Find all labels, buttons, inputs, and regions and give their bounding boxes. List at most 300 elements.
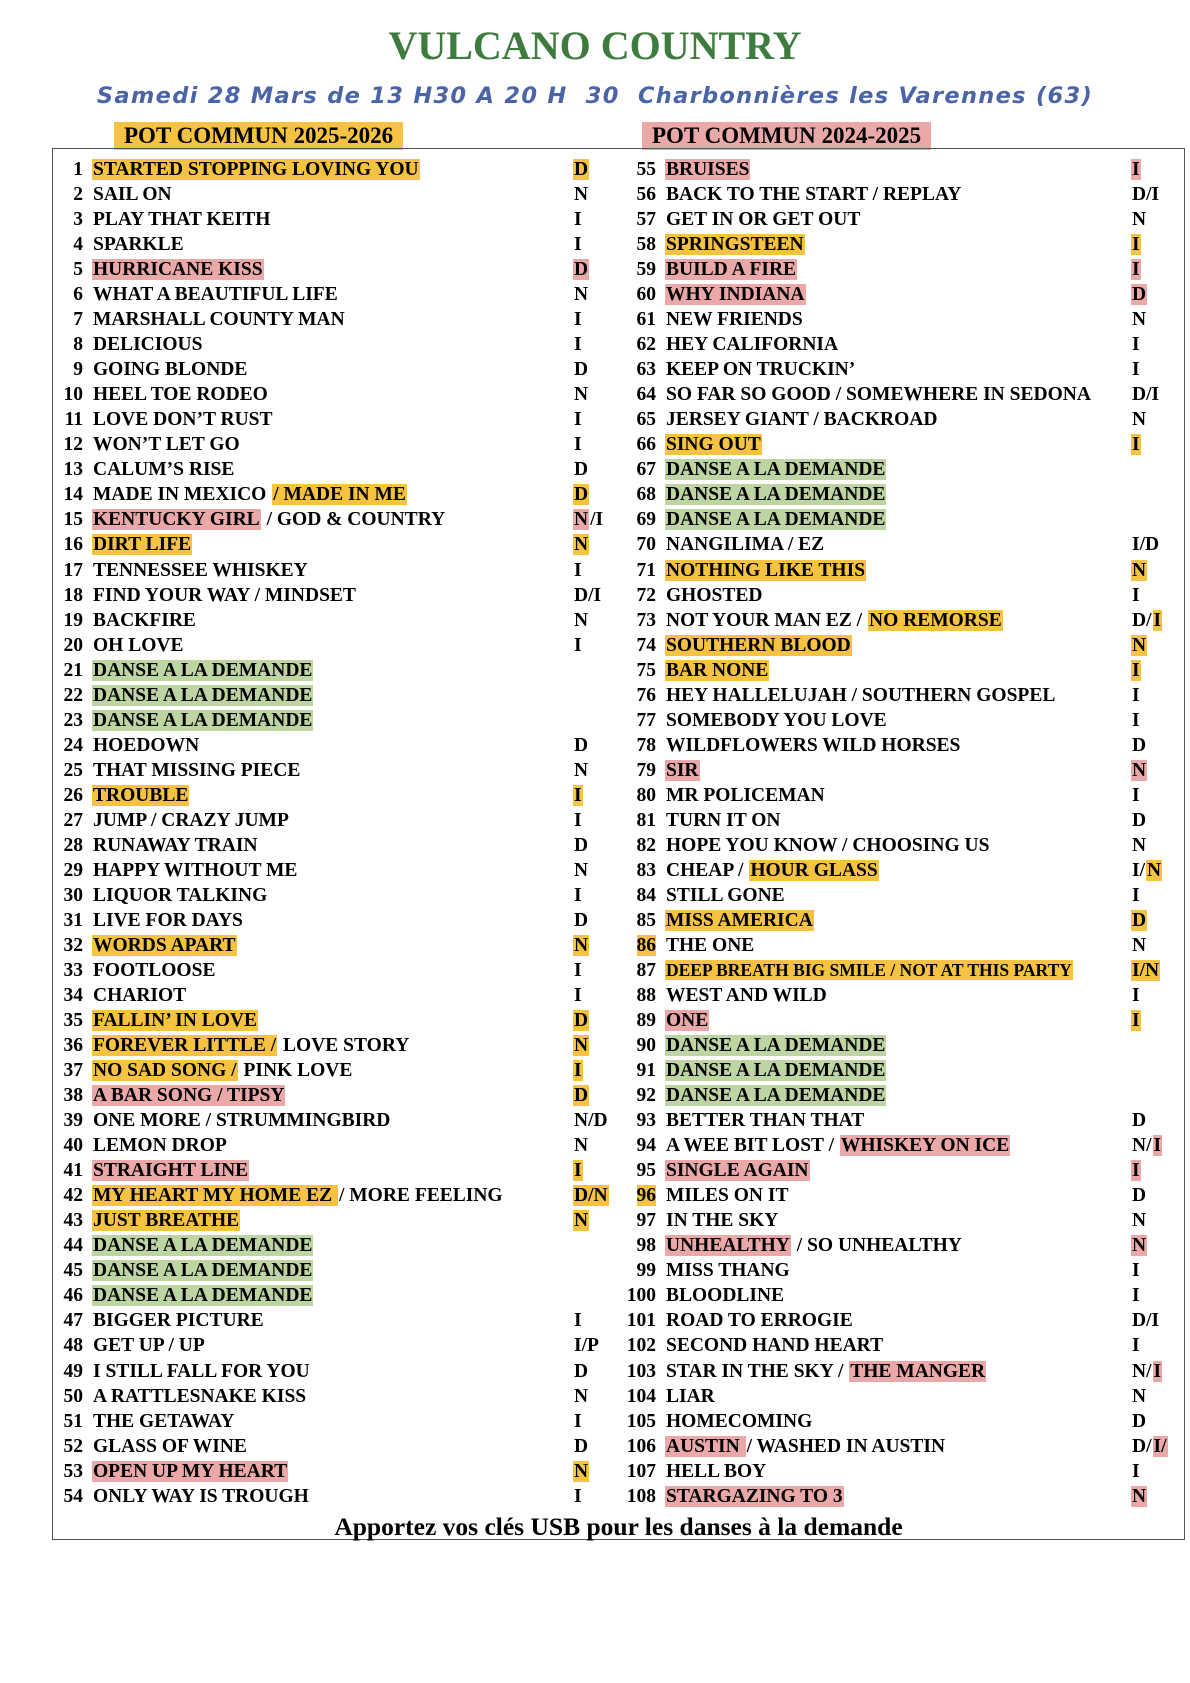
dance-number bbox=[613, 608, 656, 633]
dance-row bbox=[613, 1484, 1184, 1509]
dance-number bbox=[53, 733, 83, 758]
dance-number-text: 22 bbox=[63, 684, 83, 706]
dance-level-code bbox=[1131, 182, 1160, 207]
dance-number-text: 45 bbox=[63, 1260, 83, 1282]
code-segment: I bbox=[1132, 709, 1140, 731]
code-segment: D bbox=[1132, 1410, 1147, 1432]
title-segment: STRAIGHT LINE bbox=[93, 1160, 249, 1182]
code-segment: D bbox=[574, 1360, 589, 1382]
dance-row bbox=[53, 232, 613, 257]
code-segment: I/P bbox=[574, 1335, 599, 1357]
dance-row bbox=[613, 1183, 1184, 1208]
dance-title bbox=[665, 1133, 1010, 1158]
dance-number-text: 29 bbox=[63, 859, 83, 881]
dance-title bbox=[665, 808, 782, 833]
dance-row bbox=[613, 282, 1184, 307]
dance-row bbox=[613, 683, 1184, 708]
dance-title bbox=[665, 1384, 716, 1409]
code-segment: I bbox=[574, 559, 582, 581]
dance-number bbox=[53, 1409, 83, 1434]
dance-number bbox=[613, 1033, 656, 1058]
dance-number bbox=[53, 1308, 83, 1333]
dance-level-code bbox=[1131, 407, 1147, 432]
title-segment: MISS THANG bbox=[666, 1260, 790, 1282]
dance-number bbox=[53, 1258, 83, 1283]
dance-number bbox=[53, 1484, 83, 1509]
dance-number-text: 59 bbox=[636, 259, 656, 281]
code-segment: I bbox=[1132, 684, 1140, 706]
title-segment: SAIL ON bbox=[93, 184, 172, 206]
dance-number bbox=[613, 282, 656, 307]
dance-number-text: 73 bbox=[636, 609, 656, 631]
title-segment: NEW FRIENDS bbox=[666, 309, 803, 331]
title-segment: NO REMORSE bbox=[868, 609, 1002, 631]
code-segment: I bbox=[1132, 584, 1140, 606]
dance-number bbox=[53, 1058, 83, 1083]
code-segment: D bbox=[1132, 909, 1147, 931]
title-segment: GLASS OF WINE bbox=[93, 1435, 247, 1457]
title-segment: KEEP ON TRUCKIN’ bbox=[666, 359, 856, 381]
title-segment: / WASHED IN AUSTIN bbox=[746, 1435, 946, 1457]
dance-number bbox=[53, 382, 83, 407]
dance-number-text: 96 bbox=[636, 1185, 656, 1207]
dance-number-text: 39 bbox=[63, 1110, 83, 1132]
code-segment: N bbox=[574, 1135, 589, 1157]
code-segment: I/ bbox=[1153, 1435, 1167, 1457]
dance-level-code bbox=[573, 332, 583, 357]
dance-row bbox=[613, 1058, 1184, 1083]
code-segment: N bbox=[574, 1210, 589, 1232]
code-segment: I bbox=[1132, 1285, 1140, 1307]
title-segment: BETTER THAN THAT bbox=[666, 1110, 865, 1132]
dance-title bbox=[92, 307, 346, 332]
dance-number bbox=[53, 257, 83, 282]
dance-number bbox=[613, 1434, 656, 1459]
code-segment: D bbox=[574, 734, 589, 756]
dance-row bbox=[613, 733, 1184, 758]
dance-number-text: 86 bbox=[636, 934, 656, 956]
title-segment: FOREVER LITTLE / bbox=[93, 1035, 277, 1057]
dance-level-code bbox=[1131, 858, 1162, 883]
title-segment: RUNAWAY TRAIN bbox=[93, 834, 258, 856]
title-segment: LIVE FOR DAYS bbox=[93, 909, 243, 931]
dance-title bbox=[92, 1409, 235, 1434]
dance-row bbox=[53, 407, 613, 432]
title-segment: SIR bbox=[666, 759, 699, 781]
dance-number-text: 106 bbox=[626, 1435, 656, 1457]
dance-level-code bbox=[1131, 1434, 1168, 1459]
dance-row bbox=[613, 407, 1184, 432]
title-segment: MADE IN MEXICO bbox=[93, 484, 272, 506]
title-segment: MISS AMERICA bbox=[666, 909, 813, 931]
dance-level-code bbox=[573, 307, 583, 332]
dance-level-code bbox=[573, 608, 589, 633]
title-segment: STAR IN THE SKY / bbox=[666, 1360, 849, 1382]
dance-level-code bbox=[1131, 1459, 1141, 1484]
title-segment: ROAD TO ERROGIE bbox=[666, 1310, 853, 1332]
dance-number bbox=[613, 1183, 656, 1208]
dance-number-text: 11 bbox=[64, 409, 83, 431]
title-segment: MY HEART MY HOME EZ bbox=[93, 1185, 337, 1207]
dance-number-text: 92 bbox=[636, 1085, 656, 1107]
code-segment: I bbox=[1132, 234, 1140, 256]
dance-row bbox=[53, 432, 613, 457]
dance-level-code bbox=[573, 1008, 589, 1033]
title-segment: WILDFLOWERS WILD HORSES bbox=[666, 734, 961, 756]
code-segment: N bbox=[1132, 1210, 1147, 1232]
dance-number bbox=[53, 758, 83, 783]
dance-number bbox=[613, 633, 656, 658]
dance-number bbox=[613, 1283, 656, 1308]
code-segment: I bbox=[1132, 659, 1140, 681]
title-segment: THE MANGER bbox=[850, 1360, 986, 1382]
code-segment: N bbox=[574, 859, 589, 881]
dance-number-text: 15 bbox=[63, 509, 83, 531]
dance-number-text: 50 bbox=[63, 1385, 83, 1407]
title-segment: NO SAD SONG / bbox=[93, 1060, 237, 1082]
dance-row bbox=[53, 608, 613, 633]
code-segment: N bbox=[1132, 409, 1147, 431]
dance-row bbox=[613, 808, 1184, 833]
dance-level-code bbox=[1131, 1133, 1162, 1158]
title-segment: SINGLE AGAIN bbox=[666, 1160, 809, 1182]
dance-number bbox=[53, 633, 83, 658]
dance-number-text: 37 bbox=[63, 1060, 83, 1082]
code-segment: N bbox=[574, 509, 589, 531]
code-segment: N bbox=[1132, 934, 1147, 956]
dance-number bbox=[53, 332, 83, 357]
dance-row bbox=[53, 1359, 613, 1384]
title-segment: GHOSTED bbox=[666, 584, 763, 606]
dance-number bbox=[613, 332, 656, 357]
dance-level-code bbox=[1131, 783, 1141, 808]
dance-level-code bbox=[1131, 658, 1141, 683]
dance-row bbox=[613, 182, 1184, 207]
title-segment: HEY HALLELUJAH / SOUTHERN GOSPEL bbox=[666, 684, 1056, 706]
dance-number-text: 9 bbox=[73, 359, 83, 381]
dance-number bbox=[613, 1409, 656, 1434]
dance-number-text: 56 bbox=[636, 184, 656, 206]
dance-title bbox=[665, 332, 839, 357]
dance-row bbox=[613, 958, 1184, 983]
dance-level-code bbox=[1131, 232, 1141, 257]
dance-row bbox=[613, 1158, 1184, 1183]
title-segment: GOING BLONDE bbox=[93, 359, 248, 381]
code-segment: I bbox=[574, 209, 582, 231]
dance-title bbox=[92, 833, 259, 858]
code-segment: N bbox=[574, 534, 589, 556]
title-segment: PLAY THAT KEITH bbox=[93, 209, 271, 231]
dance-row bbox=[613, 432, 1184, 457]
title-segment: WHY INDIANA bbox=[666, 284, 805, 306]
dance-level-code bbox=[573, 1183, 609, 1208]
title-segment: DANSE A LA DEMANDE bbox=[666, 509, 886, 531]
title-segment: / SO UNHEALTHY bbox=[791, 1235, 962, 1257]
dance-title bbox=[665, 633, 852, 658]
dance-row bbox=[613, 658, 1184, 683]
dance-title bbox=[665, 733, 961, 758]
dance-row bbox=[53, 182, 613, 207]
title-segment: BLOODLINE bbox=[666, 1285, 785, 1307]
title-segment: TENNESSEE WHISKEY bbox=[93, 559, 308, 581]
code-segment: I bbox=[1132, 1260, 1140, 1282]
dance-number-text: 77 bbox=[636, 709, 656, 731]
dance-row bbox=[613, 983, 1184, 1008]
code-segment: D bbox=[1132, 1110, 1147, 1132]
dance-level-code bbox=[573, 1484, 583, 1509]
dance-number-text: 91 bbox=[636, 1060, 656, 1082]
code-segment: N bbox=[574, 184, 589, 206]
code-segment: D/I bbox=[574, 584, 602, 606]
dance-row bbox=[53, 1409, 613, 1434]
dance-number bbox=[53, 532, 83, 557]
dance-number-text: 19 bbox=[63, 609, 83, 631]
dance-number-text: 72 bbox=[636, 584, 656, 606]
dance-number-text: 68 bbox=[636, 484, 656, 506]
code-segment: N bbox=[574, 1385, 589, 1407]
dance-number-text: 107 bbox=[626, 1460, 656, 1482]
code-segment: D bbox=[574, 1435, 589, 1457]
title-segment: SOUTHERN BLOOD bbox=[666, 634, 851, 656]
dance-row bbox=[53, 1308, 613, 1333]
dance-row bbox=[613, 558, 1184, 583]
dance-number bbox=[53, 357, 83, 382]
dance-title bbox=[665, 182, 962, 207]
title-segment: HURRICANE KISS bbox=[93, 259, 263, 281]
code-segment: N bbox=[574, 934, 589, 956]
dance-number-text: 47 bbox=[63, 1310, 83, 1332]
dance-title bbox=[665, 1083, 886, 1108]
title-segment: LEMON DROP bbox=[93, 1135, 227, 1157]
dance-title bbox=[92, 282, 339, 307]
code-segment: I bbox=[574, 309, 582, 331]
dance-number-text: 61 bbox=[636, 309, 656, 331]
title-segment: HOUR GLASS bbox=[750, 859, 878, 881]
dance-row bbox=[613, 232, 1184, 257]
title-segment: WHISKEY ON ICE bbox=[840, 1135, 1010, 1157]
code-segment: I bbox=[574, 809, 582, 831]
dance-level-code bbox=[573, 1434, 589, 1459]
dance-title bbox=[92, 1083, 285, 1108]
dance-number bbox=[613, 758, 656, 783]
dance-level-code bbox=[573, 407, 583, 432]
dance-number bbox=[613, 658, 656, 683]
code-segment: N/ bbox=[1132, 1135, 1152, 1157]
dance-number bbox=[53, 282, 83, 307]
event-subtitle: Samedi 28 Mars de 13 H30 A 20 H 30 Charbonnières les Varennes (63) bbox=[96, 83, 1094, 109]
code-segment: D bbox=[574, 459, 589, 481]
dance-number bbox=[613, 1058, 656, 1083]
dance-row bbox=[53, 1258, 613, 1283]
dance-level-code bbox=[573, 1133, 589, 1158]
dance-number-text: 31 bbox=[63, 909, 83, 931]
dance-number bbox=[53, 1233, 83, 1258]
dance-title bbox=[92, 1333, 206, 1358]
dance-number-text: 65 bbox=[636, 409, 656, 431]
dance-title bbox=[92, 257, 264, 282]
code-segment: N bbox=[574, 1035, 589, 1057]
dance-level-code bbox=[573, 182, 589, 207]
code-segment: D/I bbox=[1132, 1310, 1160, 1332]
title-segment: BACKFIRE bbox=[93, 609, 196, 631]
dance-number-text: 1 bbox=[73, 159, 83, 180]
title-segment: NANGILIMA / EZ bbox=[666, 534, 825, 556]
dance-title bbox=[665, 708, 888, 733]
dance-level-code bbox=[1131, 708, 1141, 733]
code-segment: D/ bbox=[1132, 609, 1152, 631]
dance-number bbox=[53, 1183, 83, 1208]
dance-row bbox=[53, 1108, 613, 1133]
dance-title bbox=[665, 1058, 886, 1083]
dance-number bbox=[613, 833, 656, 858]
title-segment: A WEE BIT LOST / bbox=[666, 1135, 839, 1157]
code-segment: N bbox=[574, 284, 589, 306]
dance-number-text: 83 bbox=[636, 859, 656, 881]
title-segment: PINK LOVE bbox=[238, 1060, 353, 1082]
dance-row bbox=[613, 1258, 1184, 1283]
dance-title bbox=[665, 858, 879, 883]
dance-number bbox=[613, 708, 656, 733]
dance-number bbox=[613, 1158, 656, 1183]
dance-number-text: 98 bbox=[636, 1235, 656, 1257]
dance-number bbox=[613, 983, 656, 1008]
dance-row bbox=[613, 482, 1184, 507]
dance-level-code bbox=[573, 1108, 609, 1133]
dance-number-text: 52 bbox=[63, 1435, 83, 1457]
dance-row bbox=[613, 382, 1184, 407]
dance-level-code bbox=[1131, 1484, 1147, 1509]
dance-row bbox=[613, 708, 1184, 733]
title-segment: HELL BOY bbox=[666, 1460, 767, 1482]
code-segment: I bbox=[1153, 609, 1162, 631]
dance-row bbox=[613, 1359, 1184, 1384]
code-segment: I bbox=[574, 334, 582, 356]
dance-title bbox=[92, 758, 301, 783]
dance-level-code bbox=[573, 257, 589, 282]
dance-row bbox=[53, 708, 613, 733]
dance-title bbox=[92, 1434, 248, 1459]
dance-level-code bbox=[1131, 157, 1141, 182]
title-segment: DANSE A LA DEMANDE bbox=[93, 1285, 313, 1307]
dance-number-text: 20 bbox=[63, 634, 83, 656]
dance-row bbox=[613, 758, 1184, 783]
dance-number-text: 82 bbox=[636, 834, 656, 856]
dance-title bbox=[665, 1208, 779, 1233]
dance-level-code bbox=[573, 1083, 589, 1108]
dance-level-code bbox=[573, 633, 583, 658]
dance-level-code bbox=[573, 858, 589, 883]
dance-title bbox=[92, 1108, 391, 1133]
dance-row bbox=[613, 1459, 1184, 1484]
dance-title bbox=[92, 933, 237, 958]
code-segment: I bbox=[574, 784, 582, 806]
dance-title bbox=[92, 908, 244, 933]
dance-number-text: 103 bbox=[626, 1360, 656, 1382]
dance-level-code bbox=[1131, 257, 1141, 282]
dance-row bbox=[53, 282, 613, 307]
title-segment: BACK TO THE START / REPLAY bbox=[666, 184, 962, 206]
dance-row bbox=[613, 883, 1184, 908]
dance-number-text: 101 bbox=[626, 1310, 656, 1332]
dance-row bbox=[613, 633, 1184, 658]
code-segment: D bbox=[1132, 734, 1147, 756]
dance-number bbox=[53, 1108, 83, 1133]
dance-title bbox=[665, 1008, 709, 1033]
title-segment: WORDS APART bbox=[93, 934, 236, 956]
dance-title bbox=[92, 1283, 313, 1308]
dance-level-code bbox=[573, 432, 583, 457]
dance-number-text: 76 bbox=[636, 684, 656, 706]
code-segment: D bbox=[574, 1085, 589, 1107]
dance-number-text: 42 bbox=[63, 1185, 83, 1207]
dance-level-code bbox=[573, 1158, 583, 1183]
dance-level-code bbox=[573, 783, 583, 808]
dance-level-code bbox=[1131, 983, 1141, 1008]
code-segment: N bbox=[1132, 759, 1147, 781]
dance-row bbox=[53, 933, 613, 958]
dance-number bbox=[613, 1258, 656, 1283]
dance-level-code bbox=[1131, 608, 1162, 633]
dance-row bbox=[613, 908, 1184, 933]
dance-number bbox=[613, 532, 656, 557]
dance-number-text: 6 bbox=[73, 284, 83, 306]
dance-level-code bbox=[573, 733, 589, 758]
dance-row bbox=[53, 908, 613, 933]
title-segment: BRUISES bbox=[666, 159, 750, 180]
dance-title bbox=[665, 507, 886, 532]
code-segment: D bbox=[574, 159, 589, 180]
dance-row bbox=[53, 332, 613, 357]
dance-number bbox=[53, 583, 83, 608]
dance-title bbox=[92, 558, 309, 583]
dance-level-code bbox=[573, 908, 589, 933]
dance-number-text: 28 bbox=[63, 834, 83, 856]
dance-level-code bbox=[573, 282, 589, 307]
title-segment: STILL GONE bbox=[666, 884, 785, 906]
dance-title bbox=[665, 1459, 767, 1484]
dance-title bbox=[665, 1283, 785, 1308]
title-segment: THE ONE bbox=[666, 934, 755, 956]
title-segment: STARTED STOPPING LOVING YOU bbox=[93, 159, 419, 180]
dance-number bbox=[53, 558, 83, 583]
title-segment: ONE MORE / STRUMMINGBIRD bbox=[93, 1110, 391, 1132]
code-segment: N bbox=[1132, 1235, 1147, 1257]
dance-level-code bbox=[1131, 833, 1147, 858]
dance-number bbox=[53, 407, 83, 432]
dance-title bbox=[92, 808, 290, 833]
title-segment: JUST BREATHE bbox=[93, 1210, 240, 1232]
code-segment: I bbox=[1132, 259, 1140, 281]
dance-number-text: 104 bbox=[626, 1385, 656, 1407]
title-segment: AUSTIN bbox=[666, 1435, 745, 1457]
code-segment: I bbox=[1132, 784, 1140, 806]
dance-number-text: 36 bbox=[63, 1035, 83, 1057]
title-segment: CALUM’S RISE bbox=[93, 459, 235, 481]
dance-title bbox=[665, 558, 866, 583]
dance-number bbox=[613, 157, 656, 182]
dance-row bbox=[53, 357, 613, 382]
dance-number bbox=[53, 307, 83, 332]
dance-number bbox=[53, 432, 83, 457]
dance-number-text: 66 bbox=[636, 434, 656, 456]
dance-title bbox=[92, 482, 407, 507]
dance-title bbox=[92, 958, 216, 983]
dance-level-code bbox=[1131, 1233, 1147, 1258]
dance-level-code bbox=[573, 507, 604, 532]
title-segment: JUMP / CRAZY JUMP bbox=[93, 809, 289, 831]
dance-number-text: 40 bbox=[63, 1135, 83, 1157]
dance-level-code bbox=[573, 1384, 589, 1409]
